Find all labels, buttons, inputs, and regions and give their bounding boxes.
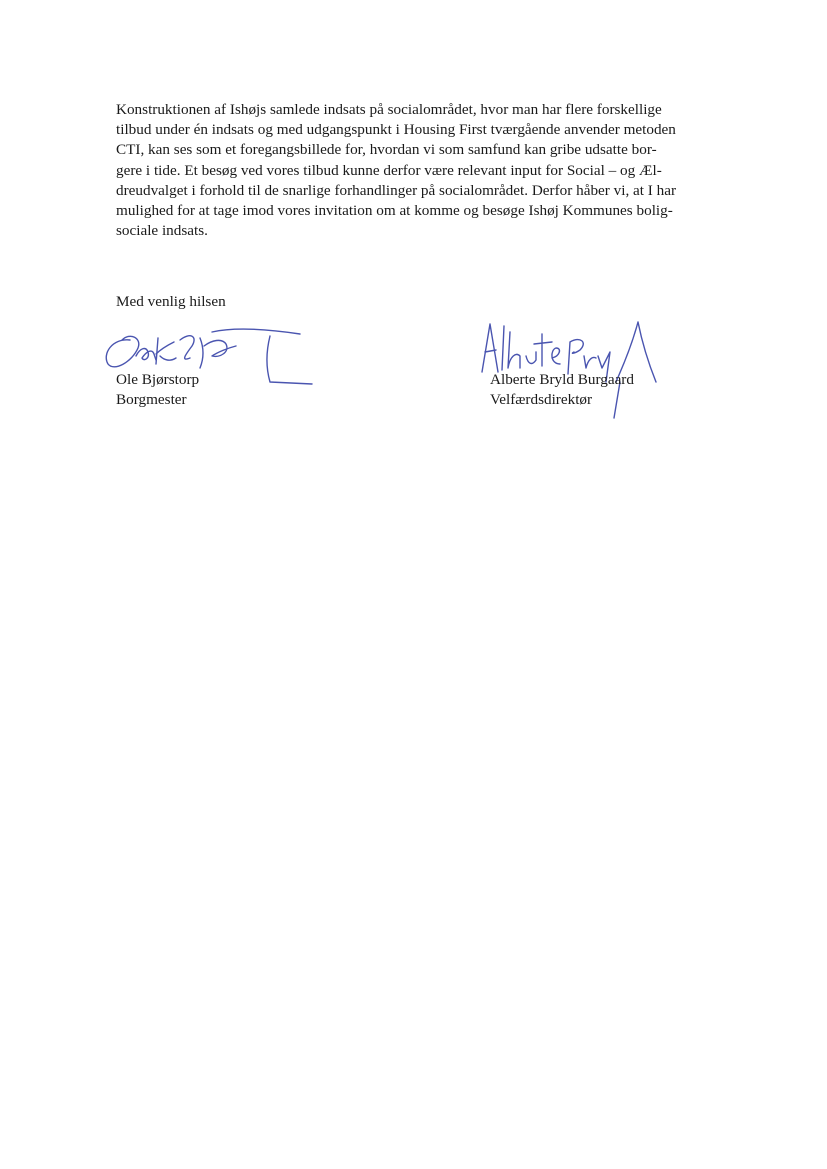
closing-salutation: Med venlig hilsen — [116, 293, 226, 310]
signer-name: Ole Bjørstorp — [116, 371, 200, 388]
body-line: mulighed for at tage imod vores invitation om at komme og besøge Ishøj Kommunes bolig- — [116, 202, 673, 220]
body-line: Konstruktionen af Ishøjs samlede indsats på socialområdet, hvor man har flere forskellige — [116, 101, 662, 118]
body-line: CTI, kan ses som et foregangsbillede for, hvordan vi som samfund kan gribe udsatte bor- — [116, 141, 657, 159]
signer-block-left — [116, 370, 199, 409]
signer-block-right — [490, 370, 634, 409]
signer-title: Borgmester — [116, 390, 187, 408]
signer-title: Velfærdsdirektør — [490, 390, 593, 408]
body-line: sociale indsats. — [116, 222, 208, 240]
body-line: dreudvalget i forhold til de snarlige forhandlinger på socialområdet. Derfor håber vi, at I har — [116, 181, 677, 199]
body-line: gere i tide. Et besøg ved vores tilbud kunne derfor være relevant input for Social – og Æl- — [116, 161, 662, 179]
body-line: tilbud under én indsats og med udgangspunkt i Housing First tværgående anvender metoden — [116, 121, 676, 139]
signer-name: Alberte Bryld Burgaard — [490, 371, 634, 388]
letter-body-paragraph — [116, 100, 728, 241]
